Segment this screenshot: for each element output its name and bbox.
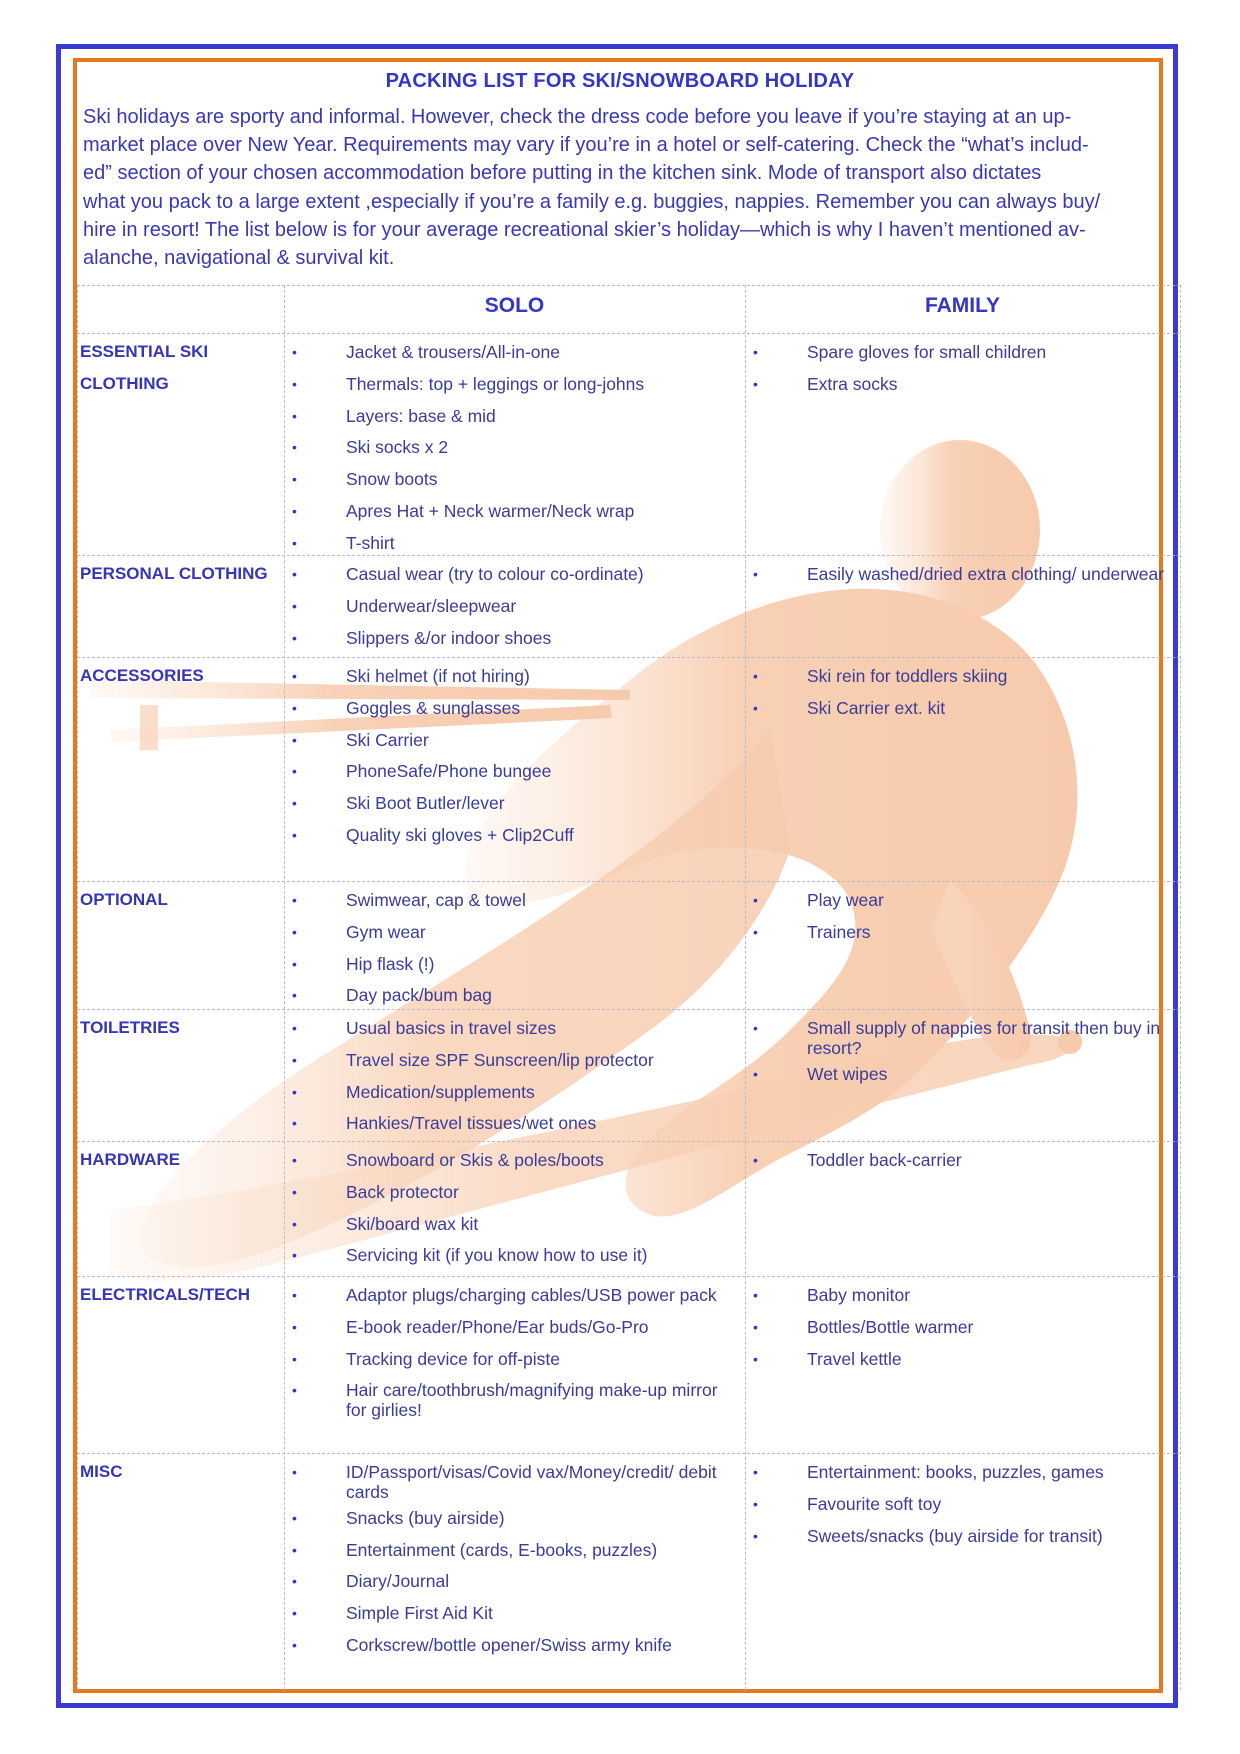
intro-line: hire in resort! The list below is for your average recreational skier’s holiday—which is why I haven’t mentioned av- [83, 218, 1086, 241]
family-item: Small supply of nappies for transit then buy in resort? [807, 1018, 1161, 1058]
family-item: Toddler back-carrier [807, 1150, 962, 1170]
section-label-line: CLOTHING [80, 374, 169, 393]
family-item: Favourite soft toy [807, 1493, 942, 1514]
family-item: Trainers [807, 921, 871, 942]
bullet-icon: • [292, 407, 297, 424]
column-header-solo: SOLO [484, 294, 545, 317]
solo-item: Back protector [346, 1181, 459, 1202]
solo-item: Tracking device for off-piste [346, 1348, 560, 1369]
bullet-icon: • [292, 1464, 297, 1480]
table-row-divider [77, 1141, 1180, 1142]
table-row-divider [77, 285, 1180, 286]
solo-item: Diary/Journal [346, 1571, 450, 1592]
table-divider-right [1180, 285, 1181, 1690]
family-item: Spare gloves for small children [807, 342, 1047, 362]
table-row-divider [77, 1453, 1180, 1454]
solo-item: Ski socks x 2 [346, 437, 449, 458]
bullet-icon: • [292, 597, 297, 614]
solo-item: Snow boots [346, 469, 438, 490]
intro-paragraph [83, 103, 1158, 272]
solo-item: Ski helmet (if not hiring) [346, 666, 530, 686]
bullet-icon: • [753, 923, 758, 940]
bullet-icon: • [292, 795, 297, 812]
bullet-icon: • [292, 1115, 297, 1132]
bullet-icon: • [292, 1382, 297, 1399]
bullet-icon: • [753, 1464, 758, 1480]
solo-item: Thermals: top + leggings or long-johns [346, 373, 645, 394]
bullet-icon: • [292, 699, 297, 716]
bullet-icon: • [753, 566, 758, 582]
solo-item: Slippers &/or indoor shoes [346, 627, 552, 648]
section-label [80, 558, 280, 590]
bullet-icon: • [753, 1495, 758, 1512]
bullet-icon: • [292, 534, 297, 551]
bullet-icon: • [292, 629, 297, 646]
bullet-icon: • [753, 1287, 758, 1303]
bullet-icon: • [292, 375, 297, 392]
family-item: Ski rein for toddlers skiing [807, 666, 1008, 686]
bullet-icon: • [292, 1509, 297, 1526]
solo-item: ID/Passport/visas/Covid vax/Money/credit/ debit cards [346, 1462, 717, 1502]
family-item: Baby monitor [807, 1285, 911, 1305]
solo-item: Corkscrew/bottle opener/Swiss army knife [346, 1635, 672, 1655]
section-label-line: MISC [80, 1462, 123, 1481]
bullet-icon: • [753, 1020, 758, 1036]
bullet-icon: • [292, 1152, 297, 1168]
bullet-icon: • [753, 1152, 758, 1168]
solo-item: Ski/board wax kit [346, 1213, 479, 1234]
bullet-icon: • [292, 763, 297, 780]
section-label [80, 1279, 280, 1311]
section-label [80, 1144, 280, 1176]
table-divider-mid-1 [284, 285, 285, 1690]
page-title: PACKING LIST FOR SKI/SNOWBOARD HOLIDAY [385, 70, 855, 92]
bullet-icon: • [292, 1637, 297, 1653]
section-label [80, 1456, 280, 1488]
section-label [80, 660, 280, 692]
solo-item: Quality ski gloves + Clip2Cuff [346, 825, 574, 845]
bullet-icon: • [292, 471, 297, 488]
bullet-icon: • [292, 1541, 297, 1558]
table-divider-left [77, 285, 78, 1690]
bullet-icon: • [753, 699, 758, 716]
bullet-icon: • [753, 1065, 758, 1082]
solo-item: Ski Boot Butler/lever [346, 793, 505, 814]
family-item: Extra socks [807, 373, 898, 394]
bullet-icon: • [292, 1083, 297, 1100]
family-item: Bottles/Bottle warmer [807, 1316, 974, 1337]
intro-line: ed” section of your chosen accommodation before putting in the kitchen sink. Mode of transport also dictates [83, 162, 1042, 185]
bullet-icon: • [753, 344, 758, 360]
section-label-line: OPTIONAL [80, 890, 168, 909]
family-item: Entertainment: books, puzzles, games [807, 1462, 1104, 1482]
bullet-icon: • [292, 1247, 297, 1264]
bullet-icon: • [292, 923, 297, 940]
solo-item: Entertainment (cards, E-books, puzzles) [346, 1539, 658, 1560]
bullet-icon: • [292, 1020, 297, 1036]
intro-line: market place over New Year. Requirements may vary if you’re in a hotel or self-catering. Check the “what’s includ- [83, 134, 1089, 157]
bullet-icon: • [753, 892, 758, 908]
intro-line: what you pack to a large extent ,especially if you’re a family e.g. buggies, nappies. Remember you can always buy/ [83, 190, 1101, 213]
solo-item: Travel size SPF Sunscreen/lip protector [346, 1049, 654, 1070]
section-label [80, 884, 280, 916]
solo-item: Ski Carrier [346, 729, 429, 750]
solo-item: Simple First Aid Kit [346, 1603, 493, 1624]
bullet-icon: • [292, 344, 297, 360]
solo-item: Adaptor plugs/charging cables/USB power pack [346, 1285, 717, 1305]
bullet-icon: • [292, 1215, 297, 1232]
section-label-line: TOILETRIES [80, 1018, 180, 1037]
table-row-divider [77, 333, 1180, 334]
solo-item: Apres Hat + Neck warmer/Neck wrap [346, 501, 635, 521]
column-header-family: FAMILY [924, 294, 1001, 317]
solo-item: Underwear/sleepwear [346, 595, 517, 616]
table-row-divider [77, 881, 1180, 882]
solo-item: Servicing kit (if you know how to use it) [346, 1245, 648, 1266]
bullet-icon: • [753, 1527, 758, 1544]
section-label [80, 1012, 280, 1044]
solo-item: Snowboard or Skis & poles/boots [346, 1150, 604, 1170]
bullet-icon: • [292, 827, 297, 843]
section-label-line: ACCESSORIES [80, 666, 204, 685]
solo-item: Layers: base & mid [346, 405, 496, 426]
bullet-icon: • [292, 987, 297, 1004]
bullet-icon: • [292, 1605, 297, 1622]
bullet-icon: • [292, 503, 297, 519]
family-item: Easily washed/dried extra clothing/ underwear [807, 564, 1164, 584]
section-label-line: ELECTRICALS/TECH [80, 1285, 250, 1304]
solo-item: PhoneSafe/Phone bungee [346, 761, 552, 782]
bullet-icon: • [292, 1051, 297, 1068]
solo-item: E-book reader/Phone/Ear buds/Go-Pro [346, 1316, 649, 1337]
table-row-divider [77, 555, 1180, 556]
solo-item: Gym wear [346, 921, 426, 942]
bullet-icon: • [292, 1318, 297, 1335]
solo-item: Goggles & sunglasses [346, 697, 521, 718]
family-item: Ski Carrier ext. kit [807, 697, 946, 718]
bullet-icon: • [292, 1287, 297, 1303]
bullet-icon: • [292, 668, 297, 684]
bullet-icon: • [292, 439, 297, 456]
solo-item: T-shirt [346, 532, 395, 553]
solo-item: Jacket & trousers/All-in-one [346, 342, 560, 362]
section-label-line: ESSENTIAL SKI [80, 342, 209, 361]
table-row-divider [77, 1276, 1180, 1277]
bullet-icon: • [753, 668, 758, 684]
section-label [80, 336, 280, 400]
solo-item: Casual wear (try to colour co-ordinate) [346, 564, 644, 584]
intro-line: alanche, navigational & survival kit. [83, 247, 395, 270]
bullet-icon: • [292, 1573, 297, 1590]
section-label-line: HARDWARE [80, 1150, 181, 1169]
solo-item: Hair care/toothbrush/magnifying make-up mirror for girlies! [346, 1380, 718, 1421]
family-item: Travel kettle [807, 1348, 902, 1369]
solo-item: Usual basics in travel sizes [346, 1018, 557, 1038]
bullet-icon: • [292, 892, 297, 908]
solo-item: Day pack/bum bag [346, 985, 492, 1006]
table-row-divider [77, 1009, 1180, 1010]
bullet-icon: • [292, 566, 297, 582]
family-item: Wet wipes [807, 1063, 888, 1084]
solo-item: Snacks (buy airside) [346, 1507, 505, 1528]
solo-item: Hip flask (!) [346, 953, 435, 974]
bullet-icon: • [753, 1318, 758, 1335]
table-row-divider [77, 657, 1180, 658]
family-item: Play wear [807, 890, 884, 910]
bullet-icon: • [292, 731, 297, 748]
family-item: Sweets/snacks (buy airside for transit) [807, 1525, 1103, 1546]
bullet-icon: • [753, 375, 758, 392]
bullet-icon: • [292, 1183, 297, 1200]
table-divider-mid-2 [745, 285, 746, 1690]
solo-item: Hankies/Travel tissues/wet ones [346, 1113, 597, 1134]
solo-item: Swimwear, cap & towel [346, 890, 526, 910]
section-label-line: PERSONAL CLOTHING [80, 564, 268, 583]
bullet-icon: • [753, 1350, 758, 1367]
intro-line: Ski holidays are sporty and informal. However, check the dress code before you leave if you’re staying at an up- [83, 106, 1072, 128]
bullet-icon: • [292, 955, 297, 972]
bullet-icon: • [292, 1350, 297, 1367]
solo-item: Medication/supplements [346, 1081, 535, 1102]
